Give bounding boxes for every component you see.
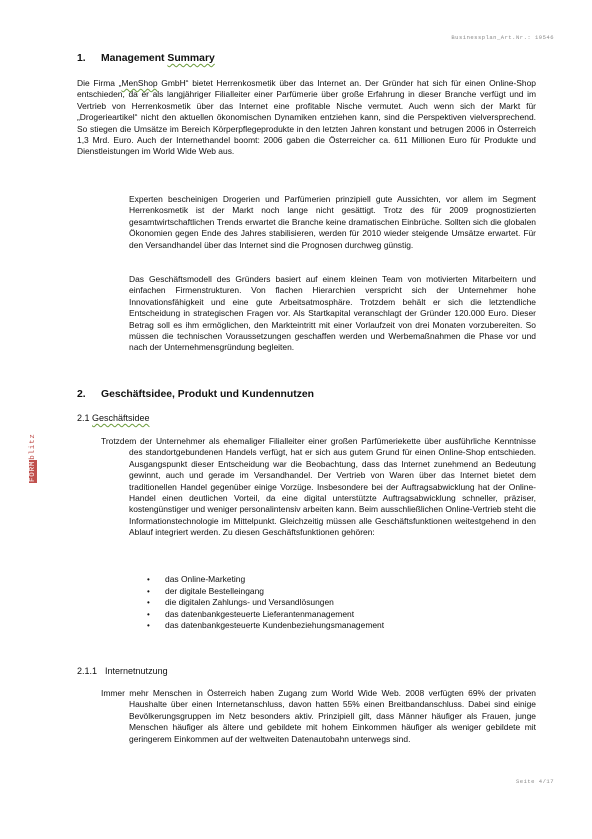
brand-watermark <box>28 417 40 483</box>
internet-usage-paragraph: Immer mehr Menschen in Österreich haben Zugang zum World Wide Web. 2008 verfügten 69% der privaten Haushalte über einen Internetanschluss, davon hatten 55% einen Breitbandanschluss. Dabei sind einige Bevölkerungsgruppen im Netz besonders aktiv. Prinzipiell gilt, dass Männer häufiger als Frauen, junge Menschen häufiger als ältere und gebildete mit hohem Einkommen häufiger als weniger gebildete mit geringerem Einkommen auf der weltweiten Datenautobahn unterwegs sind. <box>101 688 536 744</box>
section-2-title: Geschäftsidee, Produkt und Kundennutzen <box>101 389 315 400</box>
subsection-2-1-title: Geschäftsidee <box>92 413 150 423</box>
list-item: • der digitale Bestelleingang <box>147 586 384 598</box>
section-1-title: Management <box>101 53 168 64</box>
section-1-heading <box>77 53 377 67</box>
watermark-brand-part1: FORM <box>29 460 37 482</box>
list-item: • die digitalen Zahlungs- und Versandlösungen <box>147 597 384 609</box>
list-item: • das datenbankgesteuerte Lieferantenmanagement <box>147 609 384 621</box>
subsection-2-1-1-number: 2.1.1 <box>77 666 98 676</box>
summary-paragraph-2: Experten bescheinigen Drogerien und Parfümerien prinzipiell gute Aussichten, vor allem im Segment Herrenkosmetik ist der Markt noch lange nicht gesättigt. Trotz des für 2009 prognostizierten gesamtwirtschaftlichen Trends erwartet die Branche keine dramatischen Einbrüche. Sollten sich die globalen Ökonomien gegen Ende des Jahres stabilisieren, werden für 2010 wieder steigende Umsätze erwartet. Für den Versandhandel über das Internet sind die Prognosen durchweg günstig. <box>129 194 536 250</box>
section-1-number: 1. <box>77 53 86 64</box>
subsection-2-1-1-title: Internetnutzung <box>105 666 168 676</box>
summary-paragraph-3: Das Geschäftsmodell des Gründers basiert auf einem kleinen Team von motivierten Mitarbeitern und einfachen Firmenstrukturen. Von flachen Hierarchien verspricht sich der Unternehmer hohe Innovationsfähigkeit und eine gute Arbeitsatmosphäre. Trotzdem behält er sich die letztendliche Entscheidung in strategischen Fragen vor. Als Startkapital veranschlagt der Gründer 120.000 Euro. Dieser Betrag soll es ihm ermöglichen, den Markteintritt mit einer Vorlaufzeit von drei Monaten vorzubereiten. So müssen die technischen Voraussetzungen geschaffen werden und Werbemaßnahmen die Phase vor und nach der Unternehmensgründung begleiten. <box>129 274 536 353</box>
business-idea-paragraph: Trotzdem der Unternehmer als ehemaliger Filialleiter einer großen Parfümeriekette über ausführliche Kenntnisse des standortgebundenen Handels verfügt, hat er sich aus gutem Grund für einen Online-Shop entschieden. Ausgangspunkt dieser Entscheidung war die Beobachtung, dass das Internet zunehmend an Bedeutung gewinnt, auch und gerade im Versandhandel. Der Vertrieb von Waren über das Internet bietet dem traditionellen Handel gegenüber einige Vorzüge. Insbesondere bei der Auftragsabwicklung hat der Online-Handel einen deutlichen Vorteil, da eine digital unterstützte Auftragsabwicklung schneller, präziser, kostengünstiger und weniger personalintensiv arbeiten kann. Beim ausschließlichen Online-Vertrieb steht die Informationstechnologie im Mittelpunkt. Gleichzeitig müssen alle Geschäftsfunktionen weitestgehend in den Ablauf integriert werden. Zu diesen Geschäftsfunktionen gehören: <box>101 436 536 538</box>
subsection-2-1-number: 2.1 <box>77 413 93 423</box>
company-name: MenShop <box>121 78 158 88</box>
page-number: Seite 4/17 <box>515 778 554 785</box>
para1-text-start: Die Firma „ <box>77 78 122 88</box>
list-item: • das Online-Marketing <box>147 574 384 586</box>
subsection-2-1-1-heading <box>77 666 168 676</box>
section-2-number: 2. <box>77 389 86 400</box>
summary-paragraph-1 <box>77 78 536 158</box>
para1-text-rest: GmbH“ bietet Herrenkosmetik über das Internet an. Der Gründer hat sich für einen Online-Shop entschieden, da er als langjähriger Filialleiter einer Parfümerie über große Erfahrung in dieser Branche verfügt und im Vertrieb von Herrenkosmetik über das Internet eine profitable Nische vermutet. Auch wenn sich der Markt für „Drogerieartikel“ nicht den aktuellen ökonomischen Dynamiken entziehen kann, sind die Perspektiven vielversprechend. So stiegen die Umsätze im Bereich Körperpflegeprodukte in den letzten Jahren konstant und betrugen 2006 in Österreich 1,3 Mrd. Euro. Auch der Internethandel boomt: 2006 gaben die Österreicher ca. 611 Millionen Euro für Produkte und Dienstleistungen im World Wide Web aus. <box>77 78 536 157</box>
section-1-title-underlined: Summary <box>167 53 215 64</box>
list-item: • das datenbankgesteuerte Kundenbeziehungsmanagement <box>147 620 384 632</box>
watermark-brand-part2: blitz <box>29 433 37 460</box>
section-2-heading <box>77 389 397 403</box>
document-reference: Businessplan_Art.Nr.: 19546 <box>451 34 554 41</box>
business-functions-list <box>147 574 384 632</box>
subsection-2-1-heading <box>77 413 150 423</box>
